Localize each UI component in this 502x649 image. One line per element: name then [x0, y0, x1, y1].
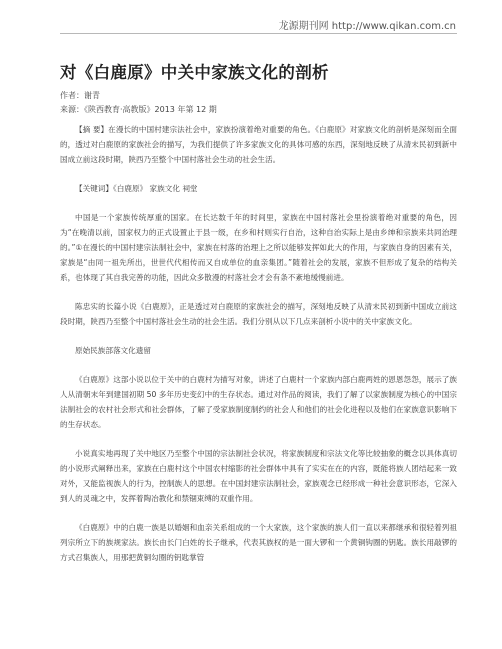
body-paragraph: 小说真实地再现了关中地区乃至整个中国的宗法制社会状况，将家族制度和宗法文化等比较抽象的概念以具体真切的小说形式阐释出来，家族在白鹿村这个中国农村缩影的社会群体中具有了实实在在的内容，既能将族人团结起来一致对外，又能监视族人的行为，控制族人的思想。在中国封建宗法制社会，家族观念已经形成一种社会意识形态，它深入到人的灵魂之中，发挥着陶冶教化和禁锢束缚的双重作用。	[60, 449, 457, 503]
header-divider	[60, 33, 457, 34]
article-author: 作者：谢青	[60, 91, 100, 100]
body-paragraph: 《白鹿原》中的白鹿一族是以婚姻和血亲关系组成的一个大家族，这个家族的族人们一直以来都继承和很轻着列祖列宗所立下的族规家法。族长由长门白姓的长子继承，代表其族权的是一面大锣和一个黄铜钩圈的钥匙。族长用敲锣的方式召集族人，用那把黄铜勾圈的钥匙掌管	[60, 523, 457, 562]
body-paragraph: 陈忠实的长篇小说《白鹿原》，正是透过对白鹿原的家族社会的描写，深刻地反映了从清末民初到新中国成立前这段时期，陕西乃至整个中国村落社会生动的社会生活。我们分别从以下几点来剖析小说中的关中家族文化。	[60, 302, 457, 326]
body-paragraph: 《白鹿原》这部小说以位于关中的白鹿村为描写对象，讲述了白鹿村一个家族内部白鹿两姓的恩恩怨怨，展示了族人从清朝末年到建国初期 50 多年历史变幻中的生存状态。通过对作品的阅读，我们了解了以家族制度为核心的中国宗法制社会的农村社会形式和社会群体，了解了受家族制度制约的社会人和他们的社会化进程以及他们在家族意识影响下的生存状态。	[60, 375, 457, 429]
article-body	[60, 122, 457, 579]
site-header[interactable]: 龙源期刊网 http://www.qikan.com.cn	[278, 21, 456, 32]
article-title: 对《白鹿原》中关中家族文化的剖析	[60, 63, 329, 82]
article-source: 来源：《陕西教育·高教版》2013 年第 12 期	[60, 105, 217, 114]
abstract-paragraph: 【摘 要】在漫长的中国村建宗法社会中，家族扮演着绝对重要的角色。《白鹿原》对家族文化的剖析是深刻而全面的，透过对白鹿原的家族社会的描写，为我们提供了许多家族文化的具体可感的东西，深刻地反映了从清末民初到新中国成立前这段时期，陕西乃至整个中国村落社会生动的社会生活。	[60, 125, 457, 164]
body-paragraph: 中国是一个家族传统厚重的国家。在长达数千年的时间里，家族在中国村落社会里扮演着绝对重要的角色，因为“在晚清以前，国家权力的正式设置止于县一级，在乡和村则实行自治，这种自治实际上是由乡绅和宗族来共同治理的。”①在漫长的中国村建宗法制社会中，家族在村落的治理上之所以能够发挥如此大的作用，与家族自身的因素有关，家族是“由同一祖先所出，世世代代相传而又自成单位的血亲集团。”随着社会的发展，家族不但形成了复杂的结构关系，也体现了其自我完善的功能，因此众多散漫的村落社会才会有条不紊地缓慢前进。	[60, 213, 457, 282]
keywords-paragraph: 【关键词】《白鹿原》 家族文化 祠堂	[75, 184, 198, 193]
section-heading: 原始民族部落文化遗留	[75, 346, 151, 355]
